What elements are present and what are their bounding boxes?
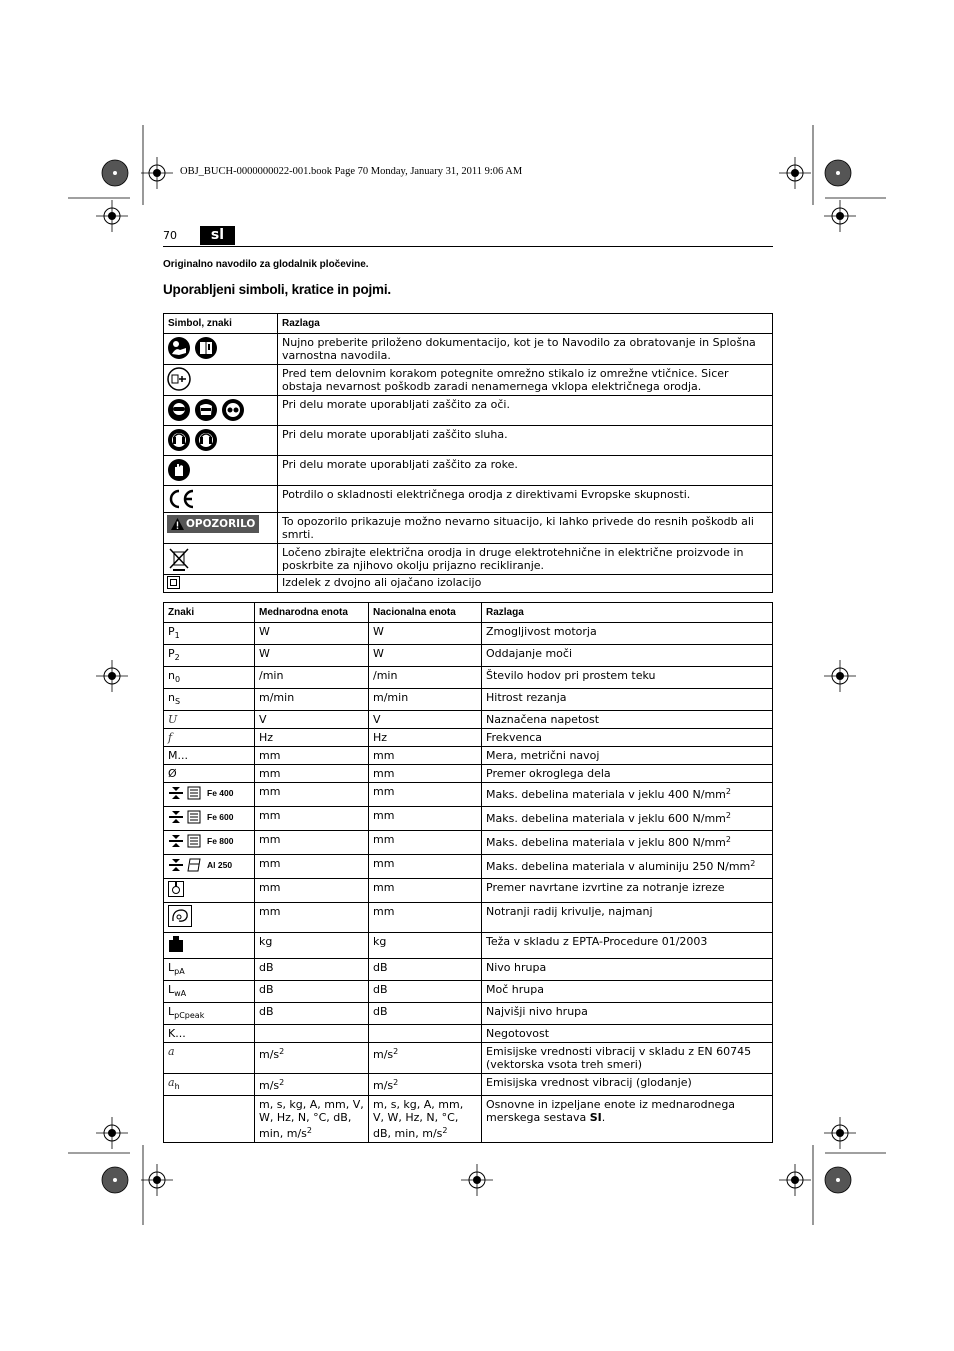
unit-value: mm bbox=[373, 881, 395, 894]
symbols-header-symbol: Simbol, znaki bbox=[164, 314, 278, 334]
unit-value: m, s, kg, A, mm, V, W, Hz, N, °C, dB, min, m/s bbox=[373, 1098, 464, 1140]
unit-national-cell bbox=[369, 667, 482, 689]
unit-value: dB bbox=[373, 961, 388, 974]
unit-symbol-cell bbox=[164, 667, 255, 689]
unit-explanation-cell bbox=[482, 981, 773, 1003]
unit-explanation-cell bbox=[482, 645, 773, 667]
unit-value: kg bbox=[373, 935, 387, 948]
unit-explanation: Število hodov pri prostem teku bbox=[486, 669, 656, 682]
warning-label bbox=[167, 515, 259, 533]
unit-explanation-cell bbox=[482, 729, 773, 747]
unit-international-cell bbox=[255, 807, 369, 831]
unit-explanation: Premer okroglega dela bbox=[486, 767, 611, 780]
unit-international-cell bbox=[255, 831, 369, 855]
unit-international-cell bbox=[255, 1074, 369, 1096]
unit-explanation: Maks. debelina materiala v aluminiju 250 N/mm bbox=[486, 860, 751, 873]
unit-value: mm bbox=[259, 881, 281, 894]
unit-explanation-cell bbox=[482, 959, 773, 981]
unit-national-cell bbox=[369, 831, 482, 855]
unit-explanation-cell bbox=[482, 747, 773, 765]
unit-symbol: L bbox=[168, 1005, 175, 1018]
unit-national-cell bbox=[369, 711, 482, 729]
table-row bbox=[164, 1074, 773, 1096]
unit-explanation-cell bbox=[482, 711, 773, 729]
unit-value: m/s bbox=[373, 1048, 394, 1061]
unit-national-cell bbox=[369, 981, 482, 1003]
unit-symbol-label: Fe 600 bbox=[207, 811, 234, 822]
unit-symbol-subscript: 1 bbox=[174, 631, 180, 640]
table-row bbox=[164, 667, 773, 689]
unit-explanation-bold: SI bbox=[589, 1111, 602, 1124]
unit-explanation: Oddajanje moči bbox=[486, 647, 573, 660]
read-manual-icon bbox=[167, 336, 191, 360]
unit-value: m/s bbox=[259, 1079, 280, 1092]
table-row bbox=[164, 689, 773, 711]
unit-national-cell bbox=[369, 1096, 482, 1143]
unit-explanation: Emisijske vrednosti vibracij v skladu z EN 60745 (vektorska vsota treh smeri) bbox=[486, 1045, 752, 1071]
unit-value: dB bbox=[259, 961, 274, 974]
symbols-explanation: Pri delu morate uporabljati zaščito sluha. bbox=[278, 426, 773, 456]
unit-national-cell bbox=[369, 729, 482, 747]
table-row bbox=[164, 747, 773, 765]
header-rule bbox=[163, 246, 773, 247]
unit-symbol-subscript: pCpeak bbox=[174, 1011, 205, 1020]
unit-symbol-cell bbox=[164, 855, 255, 879]
unit-explanation-cell bbox=[482, 933, 773, 959]
table-row bbox=[164, 765, 773, 783]
unit-symbol-cell bbox=[164, 1003, 255, 1025]
unit-explanation-cell bbox=[482, 879, 773, 903]
unit-symbol-cell bbox=[164, 1096, 255, 1143]
table-row bbox=[164, 903, 773, 933]
unit-symbol-subscript: h bbox=[174, 1082, 180, 1091]
aluminium-thickness-icon bbox=[168, 857, 204, 873]
unit-explanation-cell bbox=[482, 807, 773, 831]
unit-symbol-subscript: 0 bbox=[174, 675, 181, 684]
unit-value: m/min bbox=[373, 691, 409, 704]
page-number: 70 bbox=[163, 229, 177, 242]
unit-symbol-cell bbox=[164, 783, 255, 807]
unit-national-cell bbox=[369, 623, 482, 645]
table-row bbox=[164, 855, 773, 879]
unit-symbol: L bbox=[168, 983, 175, 996]
table-row bbox=[164, 933, 773, 959]
unit-international-cell bbox=[255, 1096, 369, 1143]
unit-explanation-superscript: 2 bbox=[725, 811, 731, 820]
unit-value: mm bbox=[373, 767, 395, 780]
unit-national-cell bbox=[369, 959, 482, 981]
unit-explanation: Naznačena napetost bbox=[486, 713, 600, 726]
unit-value: mm bbox=[259, 857, 281, 870]
unit-explanation: Nivo hrupa bbox=[486, 961, 547, 974]
goggles-icon bbox=[167, 398, 191, 422]
unit-symbol-label: Al 250 bbox=[207, 859, 233, 870]
unit-symbol-label: Fe 800 bbox=[207, 835, 234, 846]
unit-symbol-subscript: wA bbox=[174, 989, 187, 998]
unit-symbol-cell bbox=[164, 711, 255, 729]
unit-symbol: P bbox=[168, 625, 175, 638]
unit-explanation-cell bbox=[482, 1043, 773, 1074]
unit-explanation-cell bbox=[482, 1096, 773, 1143]
unit-explanation-cell bbox=[482, 1074, 773, 1096]
steel-thickness-icon bbox=[168, 785, 204, 801]
ce-mark-icon bbox=[167, 488, 197, 510]
unit-national-cell bbox=[369, 783, 482, 807]
unit-explanation-cell bbox=[482, 831, 773, 855]
unit-symbol-cell bbox=[164, 623, 255, 645]
unit-symbol: L bbox=[168, 961, 175, 974]
unplug-icon bbox=[167, 367, 191, 391]
unit-value: mm bbox=[259, 767, 281, 780]
section-heading: Uporabljeni simboli, kratice in pojmi. bbox=[163, 282, 391, 297]
unit-symbol-cell bbox=[164, 981, 255, 1003]
unit-symbol: Ø bbox=[168, 767, 177, 780]
unit-value: V bbox=[373, 713, 381, 726]
unit-national-cell bbox=[369, 689, 482, 711]
unit-explanation: Notranji radij krivulje, najmanj bbox=[486, 905, 653, 918]
unit-symbol-cell bbox=[164, 1025, 255, 1043]
unit-value: W bbox=[259, 625, 270, 638]
unit-symbol-subscript: pA bbox=[174, 967, 185, 976]
unit-value: V bbox=[259, 713, 267, 726]
unit-symbol-cell bbox=[164, 1074, 255, 1096]
unit-symbol-subscript: S bbox=[174, 697, 181, 706]
unit-symbol-cell bbox=[164, 831, 255, 855]
units-table-body bbox=[164, 623, 773, 1143]
unit-symbol: n bbox=[168, 669, 175, 682]
unit-national-cell bbox=[369, 933, 482, 959]
unit-value: mm bbox=[259, 809, 281, 822]
table-row bbox=[164, 711, 773, 729]
unit-explanation-cell bbox=[482, 667, 773, 689]
warning-label-text: OPOZORILO bbox=[186, 517, 256, 530]
unit-value: mm bbox=[373, 749, 395, 762]
units-header-explanation: Razlaga bbox=[482, 603, 773, 623]
unit-value: mm bbox=[373, 833, 395, 846]
unit-value: dB bbox=[373, 983, 388, 996]
drill-hole-icon bbox=[168, 881, 184, 897]
unit-explanation-cell bbox=[482, 783, 773, 807]
unit-value: mm bbox=[259, 833, 281, 846]
units-header-national: Nacionalna enota bbox=[369, 603, 482, 623]
unit-explanation: Hitrost rezanja bbox=[486, 691, 567, 704]
unit-value: mm bbox=[259, 749, 281, 762]
unit-symbol: U bbox=[168, 713, 178, 726]
unit-value: kg bbox=[259, 935, 273, 948]
unit-explanation-superscript: 2 bbox=[750, 859, 756, 868]
table-row bbox=[164, 807, 773, 831]
unit-symbol-cell bbox=[164, 879, 255, 903]
unit-superscript: 2 bbox=[393, 1078, 399, 1087]
table-row bbox=[164, 879, 773, 903]
table-row bbox=[164, 544, 773, 575]
unit-national-cell bbox=[369, 1043, 482, 1074]
table-row bbox=[164, 486, 773, 513]
unit-value: /min bbox=[259, 669, 284, 682]
unit-explanation: Premer navrtane izvrtine za notranje izreze bbox=[486, 881, 725, 894]
unit-value: dB bbox=[373, 1005, 388, 1018]
steel-thickness-icon bbox=[168, 833, 204, 849]
unit-international-cell bbox=[255, 855, 369, 879]
face-shield-icon bbox=[194, 398, 218, 422]
symbols-explanation: Pred tem delovnim korakom potegnite omrežno stikalo iz omrežne vtičnice. Sicer obstaja nevarnost poškodb zaradi nenamernega vklopa električnega orodja. bbox=[278, 365, 773, 396]
table-row bbox=[164, 1025, 773, 1043]
symbols-explanation: Pri delu morate uporabljati zaščito za oči. bbox=[278, 396, 773, 426]
table-row bbox=[164, 426, 773, 456]
unit-symbol-cell bbox=[164, 747, 255, 765]
language-tab: sl bbox=[200, 226, 235, 245]
book-icon bbox=[194, 336, 218, 360]
unit-explanation: Frekvenca bbox=[486, 731, 542, 744]
unit-explanation-superscript: 2 bbox=[725, 835, 731, 844]
unit-superscript: 2 bbox=[442, 1126, 448, 1135]
unit-value: mm bbox=[259, 905, 281, 918]
unit-explanation-cell bbox=[482, 1003, 773, 1025]
table-row bbox=[164, 623, 773, 645]
table-row bbox=[164, 783, 773, 807]
table-row bbox=[164, 513, 773, 544]
unit-value: W bbox=[259, 647, 270, 660]
weight-icon bbox=[168, 935, 184, 953]
ear-protection-icon bbox=[194, 428, 218, 452]
symbols-explanation: Pri delu morate uporabljati zaščito za roke. bbox=[278, 456, 773, 486]
symbols-explanation: Ločeno zbirajte električna orodja in druge elektrotehnične in električne proizvode in poskrbite za njihovo okolju prijazno recikliranje. bbox=[278, 544, 773, 575]
unit-symbol: P bbox=[168, 647, 175, 660]
unit-symbol: f bbox=[168, 731, 173, 744]
unit-value: mm bbox=[373, 785, 395, 798]
unit-national-cell bbox=[369, 1003, 482, 1025]
unit-international-cell bbox=[255, 959, 369, 981]
unit-superscript: 2 bbox=[279, 1078, 285, 1087]
warning-icon bbox=[171, 518, 184, 530]
unit-value: W bbox=[373, 625, 384, 638]
table-row bbox=[164, 645, 773, 667]
symbols-explanation: To opozorilo prikazuje možno nevarno situacijo, ki lahko privede do resnih poškodb ali smrti. bbox=[278, 513, 773, 544]
table-row bbox=[164, 981, 773, 1003]
unit-symbol: M... bbox=[168, 749, 188, 762]
unit-value: mm bbox=[373, 905, 395, 918]
symbols-explanation: Potrdilo o skladnosti električnega orodja z direktivami Evropske skupnosti. bbox=[278, 486, 773, 513]
unit-international-cell bbox=[255, 981, 369, 1003]
unit-explanation: Zmogljivost motorja bbox=[486, 625, 597, 638]
unit-value: m/min bbox=[259, 691, 295, 704]
unit-explanation: Maks. debelina materiala v jeklu 400 N/mm bbox=[486, 788, 726, 801]
unit-international-cell bbox=[255, 667, 369, 689]
unit-explanation-cell bbox=[482, 623, 773, 645]
table-row bbox=[164, 396, 773, 426]
unit-value: Hz bbox=[259, 731, 274, 744]
unit-international-cell bbox=[255, 903, 369, 933]
unit-explanation-end: . bbox=[601, 1111, 606, 1124]
ear-protection-icon bbox=[167, 428, 191, 452]
unit-symbol: K... bbox=[168, 1027, 186, 1040]
unit-symbol: n bbox=[168, 691, 175, 704]
unit-symbol-cell bbox=[164, 645, 255, 667]
table-row bbox=[164, 959, 773, 981]
double-insulation-icon bbox=[167, 576, 180, 589]
unit-symbol-cell bbox=[164, 933, 255, 959]
symbols-header-explanation: Razlaga bbox=[278, 314, 773, 334]
unit-international-cell bbox=[255, 729, 369, 747]
unit-explanation: Emisijska vrednost vibracij (glodanje) bbox=[486, 1076, 692, 1089]
table-row bbox=[164, 1003, 773, 1025]
unit-symbol-cell bbox=[164, 689, 255, 711]
table-row bbox=[164, 1043, 773, 1074]
unit-national-cell bbox=[369, 807, 482, 831]
unit-explanation: Teža v skladu z EPTA-Procedure 01/2003 bbox=[486, 935, 708, 948]
unit-symbol-cell bbox=[164, 807, 255, 831]
table-row bbox=[164, 334, 773, 365]
unit-international-cell bbox=[255, 1003, 369, 1025]
unit-value: Hz bbox=[373, 731, 388, 744]
unit-symbol-cell bbox=[164, 903, 255, 933]
unit-international-cell bbox=[255, 933, 369, 959]
gloves-icon bbox=[167, 458, 191, 482]
unit-explanation-cell bbox=[482, 765, 773, 783]
unit-national-cell bbox=[369, 903, 482, 933]
units-table bbox=[163, 602, 773, 1143]
unit-international-cell bbox=[255, 1025, 369, 1043]
unit-national-cell bbox=[369, 855, 482, 879]
unit-symbol-cell bbox=[164, 729, 255, 747]
unit-value: mm bbox=[373, 857, 395, 870]
document-subtitle: Originalno navodilo za glodalnik pločevine. bbox=[163, 259, 369, 270]
unit-explanation-superscript: 2 bbox=[725, 787, 731, 796]
table-row bbox=[164, 456, 773, 486]
unit-international-cell bbox=[255, 623, 369, 645]
unit-superscript: 2 bbox=[279, 1047, 285, 1056]
unit-national-cell bbox=[369, 747, 482, 765]
unit-value: dB bbox=[259, 1005, 274, 1018]
symbols-explanation: Izdelek z dvojno ali ojačano izolacijo bbox=[278, 575, 773, 593]
symbols-table bbox=[163, 313, 773, 593]
unit-international-cell bbox=[255, 765, 369, 783]
table-row bbox=[164, 365, 773, 396]
unit-international-cell bbox=[255, 689, 369, 711]
unit-international-cell bbox=[255, 783, 369, 807]
table-row bbox=[164, 575, 773, 593]
unit-international-cell bbox=[255, 879, 369, 903]
unit-value: W bbox=[373, 647, 384, 660]
unit-symbol: a bbox=[168, 1045, 175, 1058]
unit-explanation: Moč hrupa bbox=[486, 983, 544, 996]
book-info-line: OBJ_BUCH-0000000022-001.book Page 70 Monday, January 31, 2011 9:06 AM bbox=[180, 166, 523, 177]
unit-superscript: 2 bbox=[306, 1126, 312, 1135]
unit-symbol-cell bbox=[164, 765, 255, 783]
unit-value: /min bbox=[373, 669, 398, 682]
unit-explanation: Najvišji nivo hrupa bbox=[486, 1005, 588, 1018]
unit-value: m/s bbox=[373, 1079, 394, 1092]
unit-international-cell bbox=[255, 645, 369, 667]
unit-symbol-label: Fe 400 bbox=[207, 787, 234, 798]
unit-explanation: Mera, metrični navoj bbox=[486, 749, 600, 762]
unit-explanation: Negotovost bbox=[486, 1027, 550, 1040]
unit-international-cell bbox=[255, 711, 369, 729]
unit-international-cell bbox=[255, 747, 369, 765]
unit-national-cell bbox=[369, 879, 482, 903]
unit-symbol-cell bbox=[164, 1043, 255, 1074]
unit-value: dB bbox=[259, 983, 274, 996]
unit-symbol-subscript: 2 bbox=[174, 653, 180, 662]
unit-symbol: a bbox=[168, 1076, 175, 1089]
table-row bbox=[164, 1096, 773, 1143]
unit-value: m/s bbox=[259, 1048, 280, 1061]
table-row bbox=[164, 831, 773, 855]
safety-glasses-icon bbox=[221, 398, 245, 422]
unit-explanation-cell bbox=[482, 1025, 773, 1043]
curve-radius-icon bbox=[168, 905, 192, 927]
unit-national-cell bbox=[369, 645, 482, 667]
symbols-explanation: Nujno preberite priloženo dokumentacijo, kot je to Navodilo za obratovanje in Splošna varnostna navodila. bbox=[278, 334, 773, 365]
units-header-sign: Znaki bbox=[164, 603, 255, 623]
unit-explanation: Maks. debelina materiala v jeklu 800 N/mm bbox=[486, 836, 726, 849]
unit-national-cell bbox=[369, 1074, 482, 1096]
unit-explanation: Maks. debelina materiala v jeklu 600 N/mm bbox=[486, 812, 726, 825]
unit-international-cell bbox=[255, 1043, 369, 1074]
units-header-international: Mednarodna enota bbox=[255, 603, 369, 623]
unit-value: m, s, kg, A, mm, V, W, Hz, N, °C, dB, min, m/s bbox=[259, 1098, 364, 1140]
steel-thickness-icon bbox=[168, 809, 204, 825]
unit-symbol-cell bbox=[164, 959, 255, 981]
unit-explanation: Osnovne in izpeljane enote iz mednarodnega merskega sestava bbox=[486, 1098, 736, 1124]
unit-value: mm bbox=[259, 785, 281, 798]
unit-national-cell bbox=[369, 1025, 482, 1043]
unit-national-cell bbox=[369, 765, 482, 783]
unit-value: mm bbox=[373, 809, 395, 822]
unit-explanation-cell bbox=[482, 855, 773, 879]
unit-explanation-cell bbox=[482, 689, 773, 711]
unit-explanation-cell bbox=[482, 903, 773, 933]
crossed-bin-icon bbox=[167, 546, 191, 572]
table-row bbox=[164, 729, 773, 747]
unit-superscript: 2 bbox=[393, 1047, 399, 1056]
